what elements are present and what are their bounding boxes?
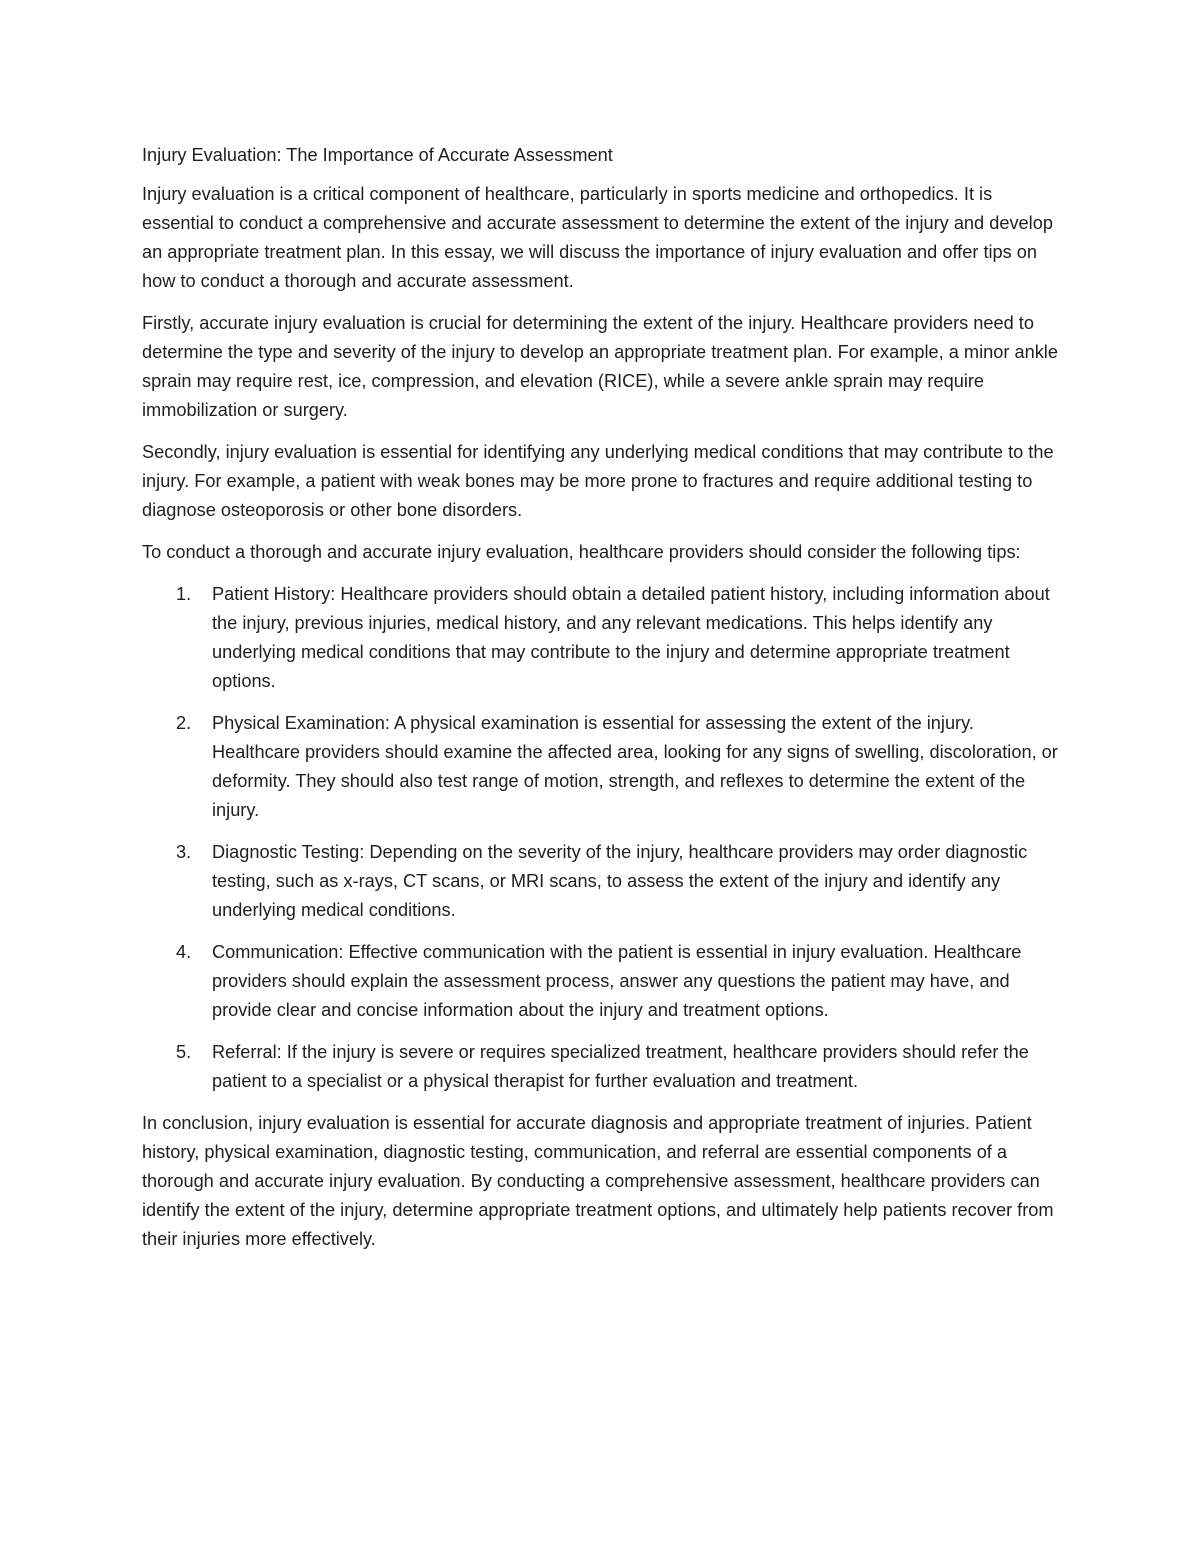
secondly-paragraph: Secondly, injury evaluation is essential for identifying any underlying medical conditions that may contribute to the injury. For example, a patient with weak bones may be more prone to fractures and require additional testing to diagnose osteoporosis or other bone disorders. [142,442,1054,520]
list-item [142,838,1060,925]
list-item-number: 2. [176,713,192,733]
list-item-text: Communication: Effective communication with the patient is essential in injury evaluation. Healthcare providers should explain the assessment process, answer any questions the patient may have, and provide clear and concise information about the injury and treatment options. [212,942,1022,1020]
list-item-text: Referral: If the injury is severe or requires specialized treatment, healthcare providers should refer the patient to a specialist or a physical therapist for further evaluation and treatment. [212,1042,1029,1091]
list-item [142,938,1060,1025]
list-item [142,1038,1060,1096]
document-title: Injury Evaluation: The Importance of Accurate Assessment [142,145,613,165]
list-item-text: Physical Examination: A physical examination is essential for assessing the extent of the injury. Healthcare providers should examine the affected area, looking for any signs of swelling, discoloration, or deformity. They should also test range of motion, strength, and reflexes to determine the extent of the injury. [212,713,1058,820]
tips-list [142,580,1060,1096]
list-item-number: 1. [176,584,192,604]
list-item [142,709,1060,825]
intro-paragraph: Injury evaluation is a critical component of healthcare, particularly in sports medicine and orthopedics. It is essential to conduct a comprehensive and accurate assessment to determine the extent of the injury and develop an appropriate treatment plan. In this essay, we will discuss the importance of injury evaluation and offer tips on how to conduct a thorough and accurate assessment. [142,184,1053,291]
list-item-text: Diagnostic Testing: Depending on the severity of the injury, healthcare providers may order diagnostic testing, such as x-rays, CT scans, or MRI scans, to assess the extent of the injury and identify any underlying medical conditions. [212,842,1028,920]
conclusion-paragraph: In conclusion, injury evaluation is essential for accurate diagnosis and appropriate treatment of injuries. Patient history, physical examination, diagnostic testing, communication, and referral are essential components of a thorough and accurate injury evaluation. By conducting a comprehensive assessment, healthcare providers can identify the extent of the injury, determine appropriate treatment options, and ultimately help patients recover from their injuries more effectively. [142,1113,1054,1249]
list-item-text: Patient History: Healthcare providers should obtain a detailed patient history, including information about the injury, previous injuries, medical history, and any relevant medications. This helps identify any underlying medical conditions that may contribute to the injury and determine appropriate treatment options. [212,584,1050,691]
list-item-number: 4. [176,942,192,962]
list-item-number: 5. [176,1042,192,1062]
firstly-paragraph: Firstly, accurate injury evaluation is crucial for determining the extent of the injury. Healthcare providers need to determine the type and severity of the injury to develop an appropriate treatment plan. For example, a minor ankle sprain may require rest, ice, compression, and elevation (RICE), while a severe ankle sprain may require immobilization or surgery. [142,313,1058,420]
list-item [142,580,1060,696]
tips-intro-paragraph: To conduct a thorough and accurate injury evaluation, healthcare providers should consider the following tips: [142,542,1021,562]
list-item-number: 3. [176,842,192,862]
